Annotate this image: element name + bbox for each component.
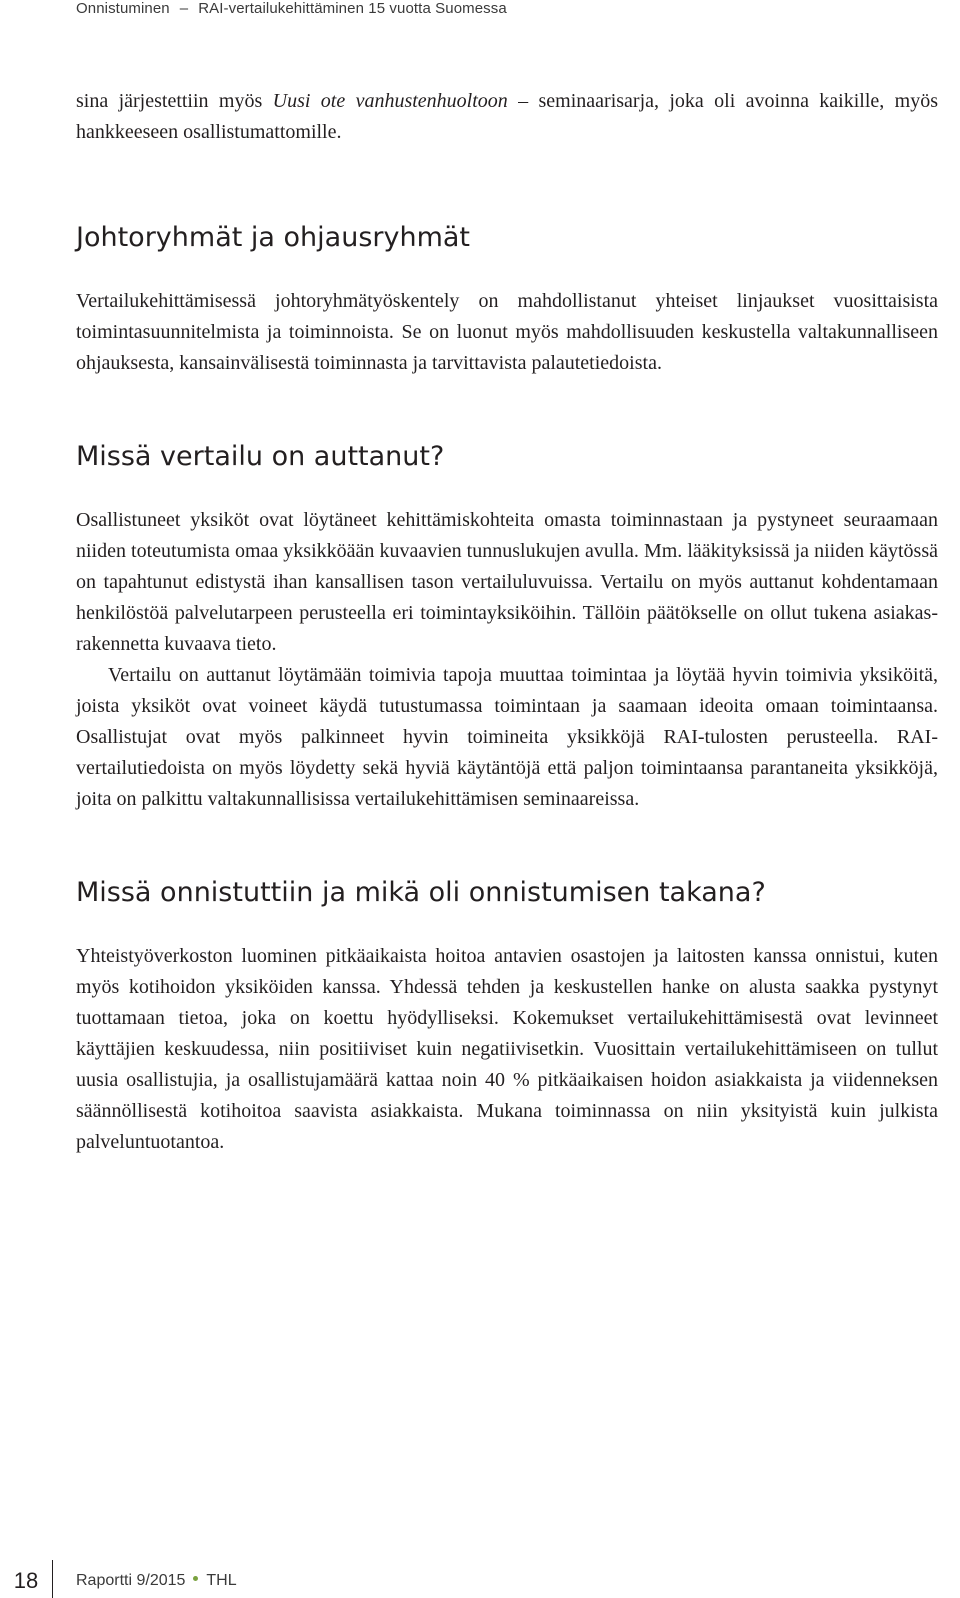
section2-paragraph-2: Vertailu on auttanut löytämään toimivia tapoja muuttaa toimintaa ja löytää hyvin toimivia yksiköitä, joista yksiköt ovat voineet käydä tutustumassa toimintaan ja saamaan ideoita omaan toimintaansa. Osallistujat ovat myös palkinneet hyvin toimineita yksikköjä RAI-tulosten perusteella. RAI-vertailutiedoista on myös löydetty sekä hyviä käytäntöjä että paljon toimintaansa parantaneita yksikköjä, joita on palkittu valtakunnallisissa vertailukehittämisen seminaareissa. <box>76 664 938 810</box>
section1-paragraph: Vertailukehittämisessä johtoryhmätyöskentely on mahdollistanut yhteiset linjaukset vuosittaisista toimintasuunnitelmista ja toiminnoista. Se on luonut myös mahdollisuuden keskustella valtakunnalliseen ohjauksesta, kansainvälisestä toiminnasta ja tarvittavista palautetiedoista. <box>76 290 938 374</box>
section2-paragraph-1: Osallistuneet yksiköt ovat löytäneet kehittämiskohteita omasta toiminnastaan ja pystyneet seuraamaan niiden toteutumista omaa yksikköään kuvaavien tunnuslukujen avulla. Mm. lääkityksissä ja niiden käytössä on tapahtunut edistystä ihan kansallisen tason vertailuluvuissa. Vertailu on myös auttanut kohdentamaan henkilöstöä palvelutarpeen perusteella eri toimintayksiköihin. Tällöin päätökselle on ollut tukena asiakasrakennetta kuvaava tieto. <box>76 509 938 655</box>
section-heading-missa-onnistuttiin: Missä onnistuttiin ja mikä oli onnistumisen takana? <box>76 877 766 908</box>
running-header-separator: – <box>179 0 189 17</box>
intro-text-start: sina järjestettiin myös <box>76 90 273 112</box>
footer-report-number: Raportti 9/2015 <box>76 1572 186 1589</box>
page-footer <box>0 1560 960 1598</box>
intro-paragraph <box>76 86 938 148</box>
intro-italic-title: Uusi ote vanhustenhuoltoon <box>272 90 508 112</box>
running-header <box>76 0 507 17</box>
intro-text-end: – seminaarisarja, joka oli avoinna kaikille, myös hankkeeseen osallistumattomille. <box>76 90 938 143</box>
section3-paragraph: Yhteistyöverkoston luominen pitkäaikaista hoitoa antavien osastojen ja laitosten kanssa onnistui, kuten myös kotihoidon yksiköiden kanssa. Yhdessä tehden ja keskustellen hanke on alusta saakka pystynyt tuottamaan tietoa, joka on koettu hyödylliseksi. Kokemukset vertailukehittämisestä ovat levinneet käyttäjien keskuudessa, niin positiiviset kuin negatiivisetkin. Vuosittain vertailukehittämiseen on tullut uusia osallistujia, ja osallistujamäärä kattaa noin 40 % pitkäaikaisen hoidon asiakkaista ja viidenneksen säännöllisestä kotihoitoa saavista asiakkaista. Mukana toiminnassa on niin yksityistä kuin julkista palveluntuotantoa. <box>76 945 938 1153</box>
running-header-title: RAI-vertailukehittäminen 15 vuotta Suomessa <box>198 0 507 17</box>
section-heading-missa-vertailu: Missä vertailu on auttanut? <box>76 441 445 472</box>
bullet-dot-icon <box>193 1576 198 1581</box>
footer-divider <box>52 1560 53 1598</box>
running-header-section: Onnistuminen <box>76 0 170 17</box>
page-number: 18 <box>13 1568 39 1593</box>
section-heading-johtoryhmat: Johtoryhmät ja ohjausryhmät <box>76 222 471 253</box>
footer-publisher: THL <box>206 1572 237 1589</box>
page-content <box>76 86 938 1158</box>
footer-publication <box>76 1572 237 1590</box>
